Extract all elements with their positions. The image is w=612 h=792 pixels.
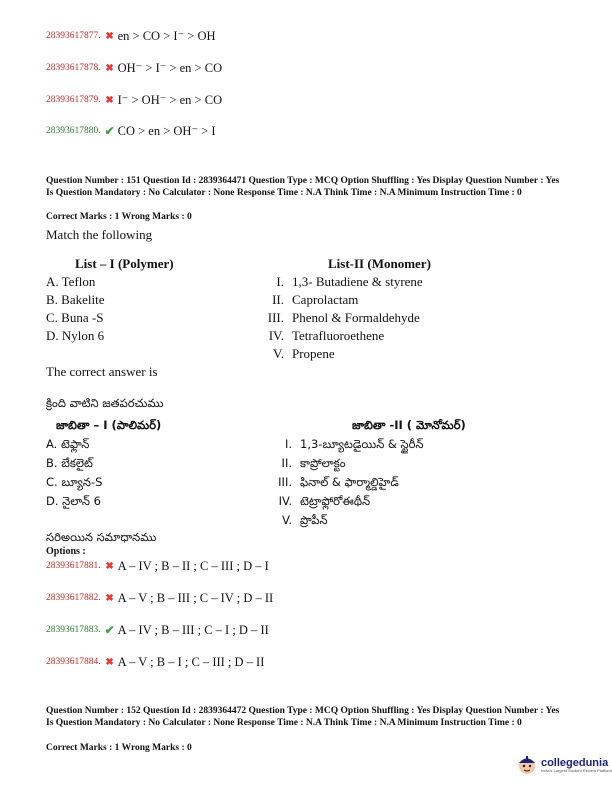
telugu-stem: క్రింది వాటిని జతపరచుము	[46, 396, 164, 410]
list2-item	[262, 292, 358, 308]
roman-numeral: II.	[272, 292, 284, 307]
telugu-list2-text: 1,3-బ్యూటడైయిన్ & స్టైరీన్	[300, 437, 424, 451]
collegedunia-logo	[516, 754, 612, 776]
cross-icon: ✖	[105, 94, 114, 106]
option-row	[46, 122, 216, 140]
option-text: CO > en > OH⁻ > I	[117, 124, 216, 138]
option-text: en > CO > I⁻ > OH	[117, 29, 216, 43]
roman-numeral: III.	[267, 310, 284, 325]
telugu-list1-item: C. బ్యూన-S	[46, 475, 103, 489]
telugu-list2-heading: జాబితా -II ( మోనోమర్)	[352, 418, 466, 432]
list2-text: Caprolactam	[292, 292, 359, 307]
option-id: 28393617882.	[46, 593, 101, 603]
telugu-list2-item	[270, 475, 399, 492]
list1-heading: List – I (Polymer)	[75, 256, 174, 271]
list1-item: A. Teflon	[46, 274, 96, 289]
roman-numeral: II.	[281, 456, 292, 470]
telugu-list2-text: ఫినాల్ & ఫార్మాల్డిహైడ్	[300, 475, 399, 489]
list2-item	[262, 328, 384, 344]
question-meta: Question Number : 152 Question Id : 2839364472 Question Type : MCQ Option Shuffling : Yes Display Question Number : Yes Is Question Mandatory : No Calculator : None Response Time : N.A Think Time : N.A Minimum Instruction Time : 0	[46, 706, 560, 728]
option-row	[46, 557, 269, 575]
option-text: A – V ; B – III ; C – IV ; D – II	[117, 590, 274, 605]
brand-tagline: India's Largest Student Review Platform	[540, 767, 612, 773]
option-row	[46, 59, 222, 77]
check-icon: ✔	[104, 622, 115, 637]
options-label: Options :	[46, 546, 86, 557]
option-id: 28393617884.	[46, 657, 101, 667]
question-meta: Question Number : 151 Question Id : 2839364471 Question Type : MCQ Option Shuffling : Yes Display Question Number : Yes Is Question Mandatory : No Calculator : None Response Time : N.A Think Time : N.A Minimum Instruction Time : 0	[46, 176, 560, 198]
option-row	[46, 653, 264, 671]
roman-numeral: V.	[273, 346, 284, 361]
option-id: 28393617880.	[46, 126, 101, 136]
option-row	[46, 621, 269, 639]
cross-icon: ✖	[105, 560, 114, 572]
question-marks: Correct Marks : 1 Wrong Marks : 0	[46, 743, 192, 753]
list1-item: D. Nylon 6	[46, 328, 105, 343]
list2-text: Propene	[292, 346, 335, 361]
list2-item	[262, 310, 420, 326]
list2-text: Tetrafluoroethene	[292, 328, 385, 343]
telugu-list1-item: D. నైలాన్ 6	[46, 494, 101, 508]
list2-text: Phenol & Formaldehyde	[292, 310, 420, 325]
option-id: 28393617879.	[46, 95, 101, 105]
question-stem: Match the following	[46, 227, 153, 242]
telugu-list1-heading: జాబితా – I (పాలిమర్)	[56, 418, 162, 432]
mascot-icon	[516, 754, 538, 776]
option-text: A – V ; B – I ; C – III ; D – II	[117, 654, 265, 669]
option-text: A – IV ; B – II ; C – III ; D – I	[117, 558, 269, 573]
roman-numeral: IV.	[268, 328, 284, 343]
cross-icon: ✖	[105, 592, 114, 604]
option-text: I⁻ > OH⁻ > en > CO	[117, 93, 223, 107]
check-icon: ✔	[104, 123, 115, 138]
telugu-list2-item	[270, 494, 370, 511]
list2-item	[262, 346, 335, 362]
telugu-list2-text: కాప్రోలాక్టం	[300, 456, 346, 470]
telugu-list1-item: B. బేకలైట్	[46, 456, 93, 470]
telugu-list1-item: A. టెఫ్లాన్	[46, 437, 90, 451]
telugu-list2-text: ప్రొపీన్	[300, 513, 328, 527]
answer-prompt: The correct answer is	[46, 364, 158, 379]
option-text: A – IV ; B – III ; C – I ; D – II	[117, 622, 269, 637]
roman-numeral: III.	[278, 475, 292, 489]
option-row	[46, 589, 273, 607]
option-text: OH⁻ > I⁻ > en > CO	[117, 61, 223, 75]
telugu-list2-item	[270, 437, 424, 454]
telugu-list2-item	[270, 456, 346, 473]
telugu-answer-prompt: సరిఅయిన సమాధానము	[46, 530, 157, 544]
list2-heading: List-II (Monomer)	[328, 256, 431, 271]
option-id: 28393617878.	[46, 63, 101, 73]
roman-numeral: I.	[276, 274, 284, 289]
roman-numeral: V.	[281, 513, 292, 527]
option-id: 28393617881.	[46, 561, 101, 571]
cross-icon: ✖	[105, 30, 114, 42]
option-id: 28393617877.	[46, 31, 101, 41]
option-row	[46, 27, 216, 45]
list2-text: 1,3- Butadiene & styrene	[292, 274, 423, 289]
question-marks: Correct Marks : 1 Wrong Marks : 0	[46, 212, 192, 222]
option-id: 28393617883.	[46, 625, 101, 635]
brand-name: collegedunia	[540, 756, 609, 769]
telugu-list2-text: టెట్రాఫ్లోరోఈథీన్	[300, 494, 371, 508]
list2-item	[262, 274, 423, 290]
list1-item: C. Buna -S	[46, 310, 104, 325]
cross-icon: ✖	[105, 62, 114, 74]
roman-numeral: IV.	[278, 494, 292, 508]
option-row	[46, 91, 222, 109]
telugu-list2-item	[270, 513, 328, 530]
roman-numeral: I.	[284, 437, 292, 451]
cross-icon: ✖	[105, 656, 114, 668]
list1-item: B. Bakelite	[46, 292, 105, 307]
